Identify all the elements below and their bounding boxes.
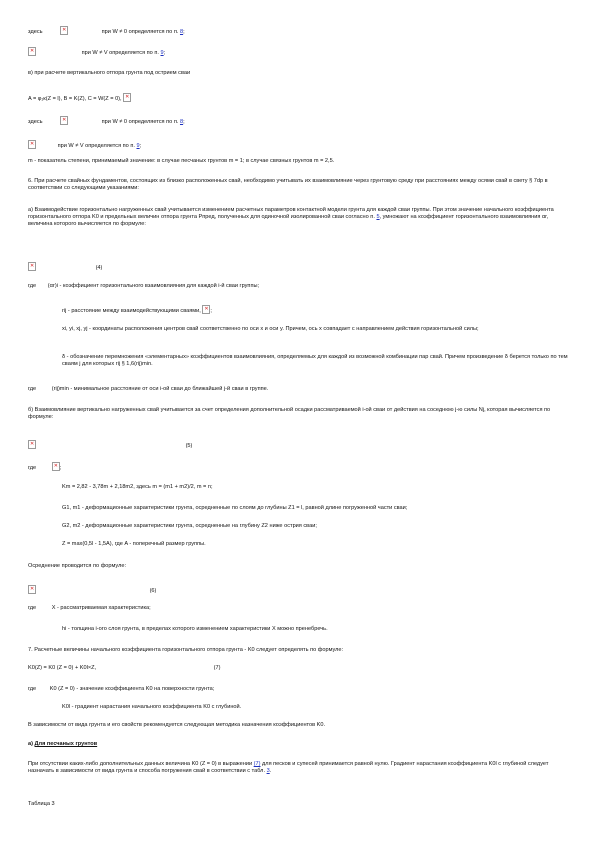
table-caption: Таблица 3: [28, 801, 55, 807]
text-fragment: где: [28, 283, 37, 289]
paragraph: [28, 207, 568, 228]
text-line: [28, 26, 185, 36]
broken-image-icon: [123, 93, 131, 102]
broken-image-icon: [202, 305, 210, 314]
link-section-8[interactable]: 8: [179, 29, 184, 35]
broken-image-icon: [60, 26, 68, 35]
punctuation: ;: [183, 29, 185, 35]
punctuation: .: [269, 768, 272, 774]
link-table-3[interactable]: 3: [266, 768, 270, 774]
punctuation: ;: [163, 50, 166, 56]
paragraph: б) Взаимовлияние вертикально нагруженных свай учитывается за счет определения дополнительной осадки рассматриваемой i-ой сваи от действия на соседнюю j-ю силы Nj, которая вычисляется по формуле:: [28, 407, 551, 420]
link-section-9[interactable]: 9: [160, 50, 164, 56]
link-section-9[interactable]: 9: [136, 143, 140, 149]
text-line: [28, 93, 131, 103]
text-line: где ✕ ;: [28, 462, 61, 472]
punctuation: ;: [139, 143, 142, 149]
text-fragment: где: [28, 605, 37, 611]
formula-number: (7): [213, 665, 221, 671]
text-line: В зависимости от вида грунта и его свойств рекомендуется следующая методика назначения коэффициентов K0.: [28, 722, 326, 728]
text-fragment: K0 (Z = 0) - значение коэффициента K0 на поверхности грунта;: [49, 686, 215, 692]
broken-image-icon: [52, 462, 60, 471]
text-fragment: где: [28, 386, 37, 392]
text-line: в) при расчете вертикального отпора грунта под острием сваи: [28, 70, 191, 76]
text-line: [28, 116, 185, 126]
text-fragment: X - рассматриваемая характеристика;: [51, 605, 151, 611]
text-fragment: при W ≠ 0 определяется по п.: [101, 29, 179, 35]
text-fragment: , умножают на коэффициент горизонтального взаимовлияния αг, величина которого вычисляется по формуле:: [28, 214, 549, 227]
text-line: [28, 605, 151, 612]
subheading: [28, 741, 97, 748]
formula-line: [28, 262, 102, 272]
link-formula-7[interactable]: (7): [253, 761, 261, 767]
text-line: hi - толщина i-ого слоя грунта, в пределах которого изменением характеристики X можно пренебречь.: [62, 626, 328, 632]
text-line: [28, 283, 259, 290]
link-section-5[interactable]: 5: [376, 214, 380, 220]
formula-line: [28, 665, 221, 672]
paragraph: δ - обозначение перемножения «элементарных» коэффициентов взаимовлияния, определяемых для каждой из возможной комбинации пар свай. Причем произведение δ берется только по тем сваям j для которых rij § 1,6(rij)min.: [62, 354, 568, 367]
formula-line: [28, 585, 156, 595]
paragraph: [28, 761, 568, 775]
formula-text: A = φ₁к(Z = l), B = K(Z), C = W(Z = 0),: [28, 96, 122, 102]
formula-text: K0(Z) = K0 (Z = 0) + K0l×Z,: [28, 665, 97, 671]
text-fragment: здесь: [28, 29, 43, 35]
broken-image-icon: [28, 262, 36, 271]
text-line: rij - расстояние между взаимодействующими сваями, ✕ ;: [62, 305, 212, 315]
text-fragment: rij - расстояние между взаимодействующими сваями,: [62, 308, 201, 314]
text-fragment: при W ≠ V определяется по п.: [57, 143, 135, 149]
text-fragment: а) Взаимодействие горизонтально нагруженных свай учитывается изменением расчетных параметров контактной модели грунта для каждой сваи группы. При этом значение начального коэффициента горизонтального отпора K0 и предельных величин отпора грунта Pпред, полученных для одиночной изолированной сваи согласно п.: [28, 207, 554, 220]
formula-number: (6): [149, 588, 157, 594]
text-fragment: здесь: [28, 119, 43, 125]
text-line: [28, 47, 165, 57]
broken-image-icon: [28, 585, 36, 594]
text-line: m - показатель степени, принимаемый значение: в случае песчаных грунтов m = 1; в случае связных грунтов m = 2,5.: [28, 158, 335, 164]
formula-number: (4): [95, 265, 103, 271]
broken-image-icon: [60, 116, 68, 125]
text-fragment: где: [28, 465, 37, 471]
paragraph: 6. При расчете свайных фундаментов, состоящих из близко расположенных свай, необходимо учитывать их взаимовлияние через грунтовую среду при расстояниях между осями свай в свету § 7dр в соответствии со следующими указаниями:: [28, 178, 548, 191]
text-fragment: При отсутствии каких-либо дополнительных данных величина K0 (Z = 0) в выражении: [28, 761, 253, 767]
text-fragment: Для песчаных грунтов: [34, 741, 98, 747]
text-line: K0l - градиент нарастания начального коэффициента K0 с глубиной.: [62, 704, 242, 710]
text-line: [28, 386, 268, 393]
text-line: [28, 140, 141, 150]
text-fragment: где: [28, 686, 37, 692]
broken-image-icon: [28, 440, 36, 449]
paragraph: xi, yi, xj, yj - координаты расположения центров свай соответственно по оси x и оси y. Причем, ось x совпадает с направлением действия горизонтальной силы;: [62, 326, 479, 332]
text-line: Осреднение проводится по формуле:: [28, 563, 127, 569]
text-fragment: (αг)i - коэффициент горизонтального взаимовлияния для каждой i-й сваи группы;: [47, 283, 260, 289]
text-line: G2, m2 - деформационные характеристики грунта, осредненные на глубину Z2 ниже острия сваи;: [62, 523, 317, 529]
punctuation: ;: [183, 119, 185, 125]
formula-line: [28, 440, 192, 450]
text-fragment: (rij)min - минимальное расстояние от оси i-ой сваи до ближайшей j-й сваи в группе.: [51, 386, 269, 392]
broken-image-icon: [28, 140, 36, 149]
text-line: G1, m1 - деформационные характеристики грунта, осредненные по слоям до глубины Z1 = l, равной длине погруженной части сваи;: [62, 505, 408, 511]
text-line: [28, 686, 214, 693]
broken-image-icon: [28, 47, 36, 56]
formula-number: (5): [185, 443, 193, 449]
text-fragment: для песков и супесей принимается равной нулю. Градиент нарастания коэффициента K0l с глубиной следует назначать в зависимости от вида грунта и способа погружения свай в соответствии с табл.: [28, 761, 549, 774]
text-fragment: а): [28, 741, 33, 747]
text-line: 7. Расчетные величины начального коэффициента горизонтального отпора грунта - K0 следует определять по формуле:: [28, 647, 344, 653]
text-line: Km = 2,82 - 3,78m + 2,18m2, здесь m = (m1 + m2)/2, m = n;: [62, 484, 213, 490]
text-line: Z = max(0,5l - 1,5A), где A - поперечный размер группы.: [62, 541, 206, 547]
link-section-8[interactable]: 8: [179, 119, 184, 125]
text-fragment: при W ≠ V определяется по п.: [81, 50, 159, 56]
text-fragment: при W ≠ 0 определяется по п.: [101, 119, 179, 125]
